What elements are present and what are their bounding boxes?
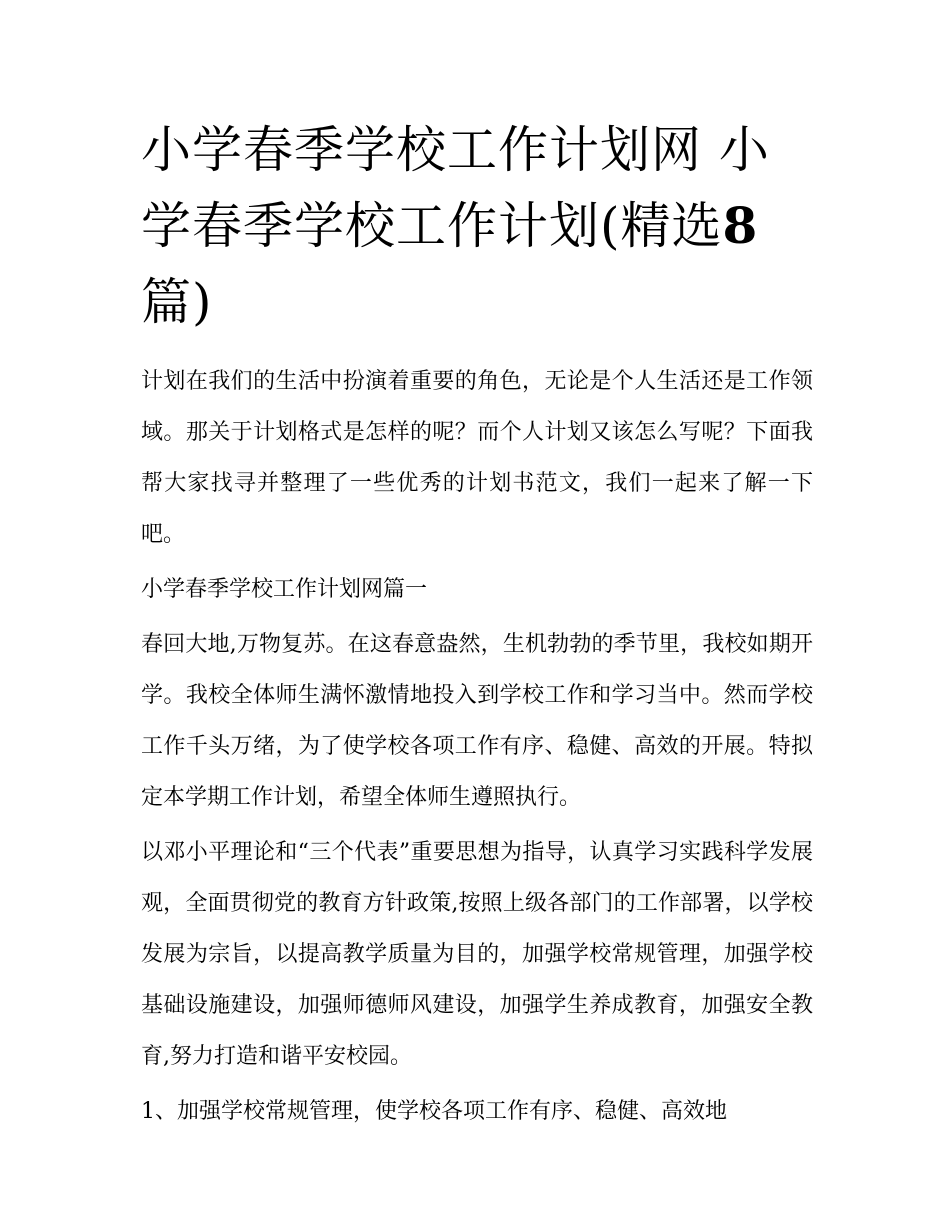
document-body [141,356,813,1137]
document-title [141,112,813,340]
title-text: 小学春季学校工作计划网 小学春季学校工作计划(精选 [141,121,770,255]
title-suffix: 篇) [141,273,213,331]
intro-paragraph: 计划在我们的生活中扮演着重要的角色，无论是个人生活还是工作领域。那关于计划格式是怎样的呢？而个人计划又该怎么写呢？下面我帮大家找寻并整理了一些优秀的计划书范文，我们一起来了解一下吧。 [141,369,813,547]
body-paragraph-2: 以邓小平理论和“三个代表”重要思想为指导，认真学习实践科学发展观，全面贯彻党的教育方针政策,按照上级各部门的工作部署，以学校发展为宗旨，以提高教学质量为目的，加强学校常规管理，加强学校基础设施建设，加强师德师风建设，加强学生养成教育，加强安全教育,努力打造和谐平安校园。 [141,840,813,1069]
section-heading: 小学春季学校工作计划网篇一 [141,577,428,602]
list-item-1: 1、加强学校常规管理，使学校各项工作有序、稳健、高效地 [141,1099,727,1124]
document-page [141,112,813,1141]
title-number: 8 [722,196,759,255]
body-paragraph-1: 春回大地,万物复苏。在这春意盎然，生机勃勃的季节里，我校如期开学。我校全体师生满怀激情地投入到学校工作和学习当中。然而学校工作千头万绪，为了使学校各项工作有序、稳健、高效的开展。特拟定本学期工作计划，希望全体师生遵照执行。 [141,632,813,810]
